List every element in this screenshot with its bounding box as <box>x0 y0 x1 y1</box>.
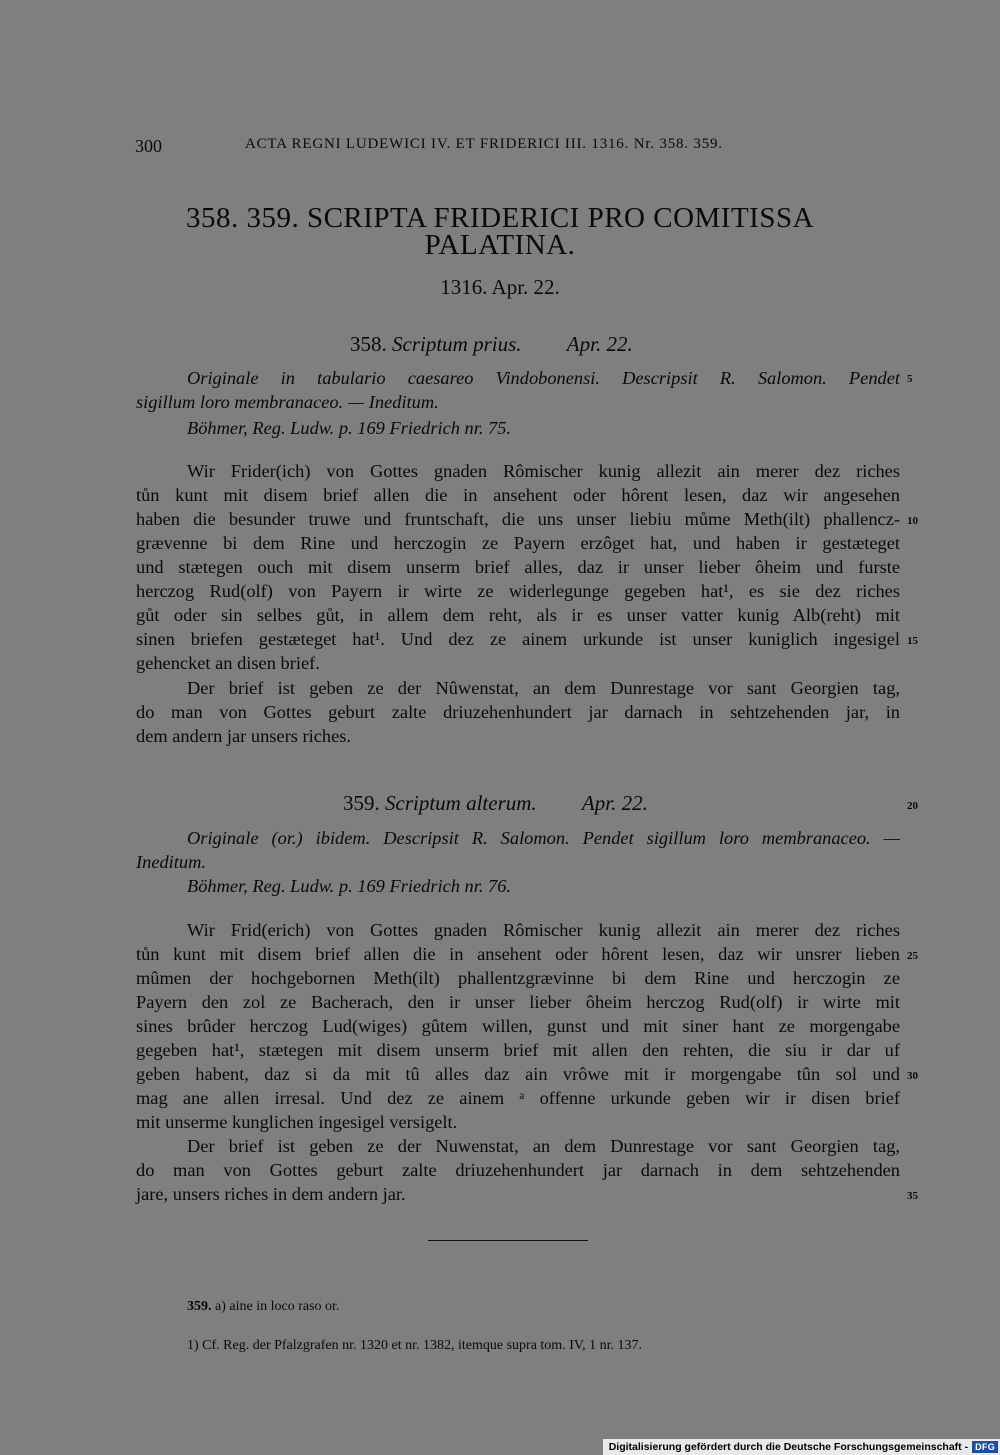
doc358-text-line: gehencket an disen brief. <box>136 653 320 673</box>
footnote-a-ref: 359. <box>187 1299 212 1314</box>
doc358-text-line: und stætegen ouch mit disem unserm brief alles, daz ir unser lieber ôheim und furste <box>136 557 900 577</box>
doc359-heading <box>343 791 648 816</box>
doc359-text-line: Wir Frid(erich) von Gottes gnaden Rômischer kunig allezit ain merer dez riches <box>187 920 900 940</box>
doc359-reference: Böhmer, Reg. Ludw. p. 169 Friedrich nr. 76. <box>187 876 512 896</box>
page-number: 300 <box>135 136 162 156</box>
doc359-source-line: Originale (or.) ibidem. Descripsit R. Salomon. Pendet sigillum loro membranaceo. — <box>187 828 900 848</box>
running-head: ACTA REGNI LUDEWICI IV. ET FRIDERICI III. 1316. Nr. 358. 359. <box>245 136 723 152</box>
margin-line-number: 5 <box>907 373 913 385</box>
doc359-text-line: Der brief ist geben ze der Nuwenstat, an dem Dunrestage vor sant Georgien tag, <box>187 1136 900 1156</box>
margin-line-number: 35 <box>907 1190 918 1202</box>
doc359-source-line: Ineditum. <box>136 852 206 872</box>
doc359-text-line: mûmen der hochgebornen Meth(ilt) phallentzgrævinne bi dem Rine und herczogin ze <box>136 968 900 988</box>
doc359-text-line: mag ane allen irresal. Und dez ze ainem ᵃ offenne urkunde geben wir ir disen brief <box>136 1088 900 1108</box>
doc358-label: Scriptum prius. <box>392 332 522 356</box>
doc359-text-line: sines brûder herczog Lud(wiges) gûtem willen, gunst und mit siner hant ze morgengabe <box>136 1016 900 1036</box>
doc358-text-line: Der brief ist geben ze der Nûwenstat, an dem Dunrestage vor sant Georgien tag, <box>187 678 900 698</box>
doc359-text-line: do man von Gottes geburt zalte driuzehenhundert jar darnach in dem sehtzehenden <box>136 1160 900 1180</box>
footnote-1-mark: 1) <box>187 1338 199 1353</box>
doc359-text-line: jare, unsers riches in dem andern jar. <box>136 1184 406 1204</box>
doc359-date: Apr. 22. <box>581 791 648 815</box>
margin-line-number: 10 <box>907 515 918 527</box>
doc358-source-line: sigillum loro membranaceo. — Ineditum. <box>136 392 439 412</box>
doc358-text-line: sinen briefen gestæteget hat¹. Und dez ze ainem urkunde ist unser kuniglich ingesigel <box>136 629 900 649</box>
footnote-a-word: aine <box>229 1299 253 1314</box>
doc359-number: 359. <box>343 791 380 815</box>
footnote-1 <box>187 1338 642 1354</box>
margin-line-number: 25 <box>907 950 918 962</box>
funding-footer <box>603 1439 1000 1455</box>
doc358-date: Apr. 22. <box>566 332 633 356</box>
doc358-text-line: dem andern jar unsers riches. <box>136 726 351 746</box>
footnote-a-mark: a) <box>215 1299 226 1314</box>
doc358-text-line: gůt oder sin selbes gůt, in allem dem reht, als ir es unser vatter kunig Alb(reht) mit <box>136 605 900 625</box>
section-title-line2: PALATINA. <box>424 229 576 261</box>
doc359-text-line: mit unserme kunglichen ingesigel versigelt. <box>136 1112 458 1132</box>
section-date: 1316. Apr. 22. <box>440 275 560 299</box>
funding-text: Digitalisierung gefördert durch die Deutsche Forschungsgemeinschaft - <box>608 1441 969 1453</box>
margin-line-number: 20 <box>907 800 918 812</box>
footnote-a <box>187 1299 339 1315</box>
doc358-reference: Böhmer, Reg. Ludw. p. 169 Friedrich nr. 75. <box>187 418 512 438</box>
margin-line-number: 30 <box>907 1070 918 1082</box>
doc358-heading <box>350 332 633 357</box>
doc358-number: 358. <box>350 332 387 356</box>
doc359-label: Scriptum alterum. <box>385 791 537 815</box>
footnote-1-text: Cf. Reg. der Pfalzgrafen nr. 1320 et nr. 1382, itemque supra tom. IV, 1 nr. 137. <box>202 1338 643 1353</box>
dfg-logo-icon: DFG <box>972 1441 998 1453</box>
doc358-text-line: do man von Gottes geburt zalte driuzehenhundert jar darnach in sehtzehenden jar, in <box>136 702 900 722</box>
doc358-text-line: haben die besunder truwe und fruntschaft, die uns unser liebiu můme Meth(ilt) phallencz- <box>136 509 900 529</box>
doc359-text-line: tůn kunt mit disem brief allen die in ansehent oder hôrent lesen, daz wir unsrer lieben <box>136 944 900 964</box>
doc358-text-line: tůn kunt mit disem brief allen die in ansehent oder hôrent lesen, daz wir angesehen <box>136 485 900 505</box>
doc358-text-line: herczog Rud(olf) von Payern ir wirte ze widerlegunge gegeben hat¹, es sie dez riches <box>136 581 900 601</box>
footnote-a-text: in loco raso or. <box>256 1299 340 1314</box>
section-title-line1: 358. 359. SCRIPTA FRIDERICI PRO COMITISSA <box>185 202 815 234</box>
doc358-text-line: grævenne bi dem Rine und herczogin ze Payern erzôget hat, und haben ir gestæteget <box>136 533 900 553</box>
margin-line-number: 15 <box>907 635 918 647</box>
doc359-text-line: gegeben hat¹, stætegen mit disem unserm brief mit allen den rehten, die siu ir dar uf <box>136 1040 900 1060</box>
doc359-text-line: Payern den zol ze Bacherach, den ir unser lieber ôheim herczog Rud(olf) ir wirte mit <box>136 992 900 1012</box>
footnote-rule <box>428 1240 588 1241</box>
doc358-source-line: Originale in tabulario caesareo Vindobonensi. Descripsit R. Salomon. Pendet <box>187 368 900 388</box>
doc359-text-line: geben habent, daz si da mit tû alles daz ain vrôwe mit ir morgengabe tûn sol und <box>136 1064 900 1084</box>
doc358-text-line: Wir Frider(ich) von Gottes gnaden Rômischer kunig allezit ain merer dez riches <box>187 461 900 481</box>
